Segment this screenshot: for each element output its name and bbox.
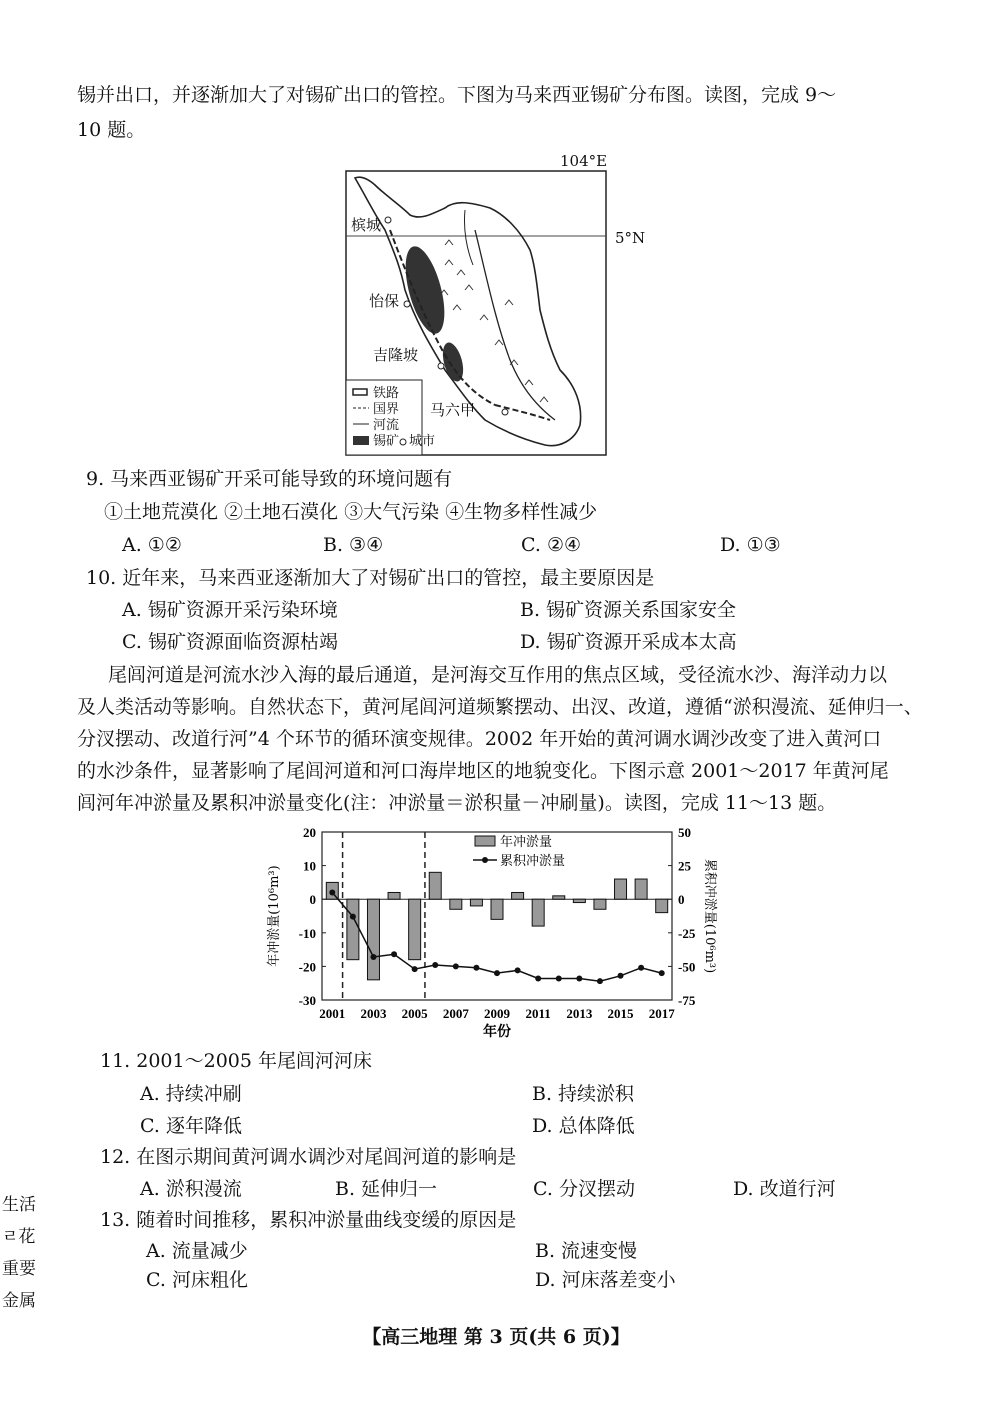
city-ipoh: 怡保 [369,292,400,310]
x-axis-label: 年份 [483,1024,511,1040]
cumulative-point [515,967,521,973]
y-axis-right-label: 累积冲淤量(10⁶m³) [702,858,717,974]
q10-option-c[interactable]: C. 锡矿资源面临资源枯竭 [122,631,338,653]
intro-line-1: 锡并出口，并逐渐加大了对锡矿出口的管控。下图为马来西亚锡矿分布图。读图，完成 9～ [77,84,837,106]
q10-option-b[interactable]: B. 锡矿资源关系国家安全 [520,599,737,621]
cumulative-point [535,975,541,981]
annual-bar [367,899,379,980]
x-tick-label: 2015 [607,1006,634,1021]
annual-bar [491,899,503,919]
margin-fragment-1: 生活 [2,1195,36,1215]
legend-bar-swatch [475,836,495,846]
q9-option-a[interactable]: A. ①② [122,534,182,556]
cumulative-point [453,963,459,969]
cumulative-point [556,975,562,981]
left-tick-label: -20 [298,959,316,975]
x-tick-label: 2001 [319,1006,346,1021]
right-tick-label: 25 [678,858,691,874]
passage-line-5: 闾河年冲淤量及累积冲淤量变化(注：冲淤量＝淤积量－冲刷量)。读图，完成 11～13 题。 [77,792,837,814]
question-11-stem: 11. 2001～2005 年尾闾河河床 [100,1050,373,1072]
y-axis-left-label: 年冲淤量(10⁶m³) [267,865,282,967]
cumulative-point [597,978,603,984]
right-tick-label: 0 [678,892,685,908]
passage-line-2: 及人类活动等影响。自然状态下，黄河尾闾河道频繁摆动、出汊、改道，遵循“淤积漫流、延伸归一、 [77,696,923,718]
margin-fragment-2: ㄹ花 [2,1227,36,1247]
cumulative-point [329,889,335,895]
cumulative-point [618,973,624,979]
legend-border: 国界 [373,402,400,417]
q9-option-b[interactable]: B. ③④ [323,534,384,556]
latitude-label: 5°N [615,229,646,247]
right-tick-label: -25 [678,925,696,941]
q11-option-b[interactable]: B. 持续淤积 [532,1083,635,1105]
q12-option-a[interactable]: A. 淤积漫流 [140,1178,242,1200]
right-tick-label: -75 [678,993,696,1008]
legend-bar-label: 年冲淤量 [500,835,553,850]
left-tick-label: -10 [298,925,316,941]
x-tick-label: 2007 [442,1006,469,1021]
city-malacca: 马六甲 [430,401,476,419]
cumulative-point [638,965,644,971]
legend-river: 河流 [373,418,400,433]
cumulative-point [659,970,665,976]
sediment-chart [260,822,717,1054]
question-12-stem: 12. 在图示期间黄河调水调沙对尾闾河道的影响是 [100,1146,517,1168]
left-tick-label: -30 [298,993,316,1008]
left-tick-label: 20 [303,825,316,840]
q12-option-d[interactable]: D. 改道行河 [733,1178,836,1200]
passage-line-3: 分汊摆动、改道行河”4 个环节的循环演变规律。2002 年开始的黄河调水调沙改变了进入黄河口 [77,728,882,750]
annual-bar [409,899,421,959]
legend-line-marker [482,857,488,863]
legend-tin: 锡矿 [373,434,400,449]
x-tick-label: 2009 [484,1006,510,1021]
malaysia-tin-map [345,152,646,456]
q9-option-c[interactable]: C. ②④ [521,534,582,556]
question-13-stem: 13. 随着时间推移，累积冲淤量曲线变缓的原因是 [100,1209,517,1231]
x-tick-label: 2005 [401,1006,428,1021]
question-9-stem: 9. 马来西亚锡矿开采可能导致的环境问题有 [86,468,453,490]
q10-option-d[interactable]: D. 锡矿资源开采成本太高 [520,631,737,653]
passage-line-1: 尾闾河道是河流水沙入海的最后通道，是河海交互作用的焦点区域，受径流水沙、海洋动力以 [108,664,888,686]
annual-bar [450,899,462,909]
margin-fragment-3: 重要 [2,1259,36,1279]
q13-option-b[interactable]: B. 流速变慢 [535,1240,638,1262]
passage-line-4: 的水沙条件，显著影响了尾闾河道和河口海岸地区的地貌变化。下图示意 2001～2017 年黄河尾 [77,760,889,782]
annual-bar [594,899,606,909]
question-10-stem: 10. 近年来，马来西亚逐渐加大了对锡矿出口的管控，最主要原因是 [86,567,655,589]
cumulative-point [576,975,582,981]
right-tick-label: 50 [678,825,691,840]
legend-line-label: 累积冲淤量 [500,854,566,869]
q11-option-c[interactable]: C. 逐年降低 [140,1115,242,1137]
annual-bar [470,899,482,906]
legend-city: 城市 [409,434,436,449]
margin-fragment-4: 金属 [2,1291,36,1311]
x-tick-label: 2003 [360,1006,387,1021]
x-tick-label: 2011 [525,1006,551,1021]
annual-bar [635,879,647,899]
annual-bar [388,892,400,899]
annual-bar [429,872,441,899]
annual-bar [553,896,565,899]
q10-option-a[interactable]: A. 锡矿资源开采污染环境 [122,599,338,621]
cumulative-point [350,914,356,920]
cumulative-point [494,970,500,976]
left-tick-label: 0 [309,892,316,908]
cumulative-point [473,965,479,971]
intro-line-2: 10 题。 [77,119,146,141]
x-tick-label: 2013 [566,1006,593,1021]
right-tick-label: -50 [678,959,696,975]
q13-option-a[interactable]: A. 流量减少 [146,1240,248,1262]
page-footer: 【高三地理 第 3 页(共 6 页)】 [362,1326,630,1348]
longitude-label: 104°E [560,152,608,170]
annual-bar [512,892,524,899]
city-kuala-lumpur: 吉隆坡 [373,346,419,364]
question-9-items: ①土地荒漠化 ②土地石漠化 ③大气污染 ④生物多样性减少 [104,501,598,523]
annual-bar [347,899,359,959]
x-tick-label: 2017 [648,1006,675,1021]
q11-option-d[interactable]: D. 总体降低 [532,1115,635,1137]
city-penang: 槟城 [351,216,382,234]
cumulative-point [370,954,376,960]
annual-bar [532,899,544,926]
q13-option-c[interactable]: C. 河床粗化 [146,1269,248,1291]
annual-bar [615,879,627,899]
cumulative-point [391,951,397,957]
q12-option-b[interactable]: B. 延伸归一 [335,1178,438,1200]
q12-option-c[interactable]: C. 分汊摆动 [533,1178,635,1200]
cumulative-point [432,962,438,968]
annual-bar [656,899,668,912]
annual-bar [573,899,585,902]
left-tick-label: 10 [303,858,316,874]
q13-option-d[interactable]: D. 河床落差变小 [535,1269,676,1291]
legend-railway: 铁路 [373,386,400,401]
q9-option-d[interactable]: D. ①③ [720,534,781,556]
cumulative-point [412,966,418,972]
q11-option-a[interactable]: A. 持续冲刷 [140,1083,242,1105]
